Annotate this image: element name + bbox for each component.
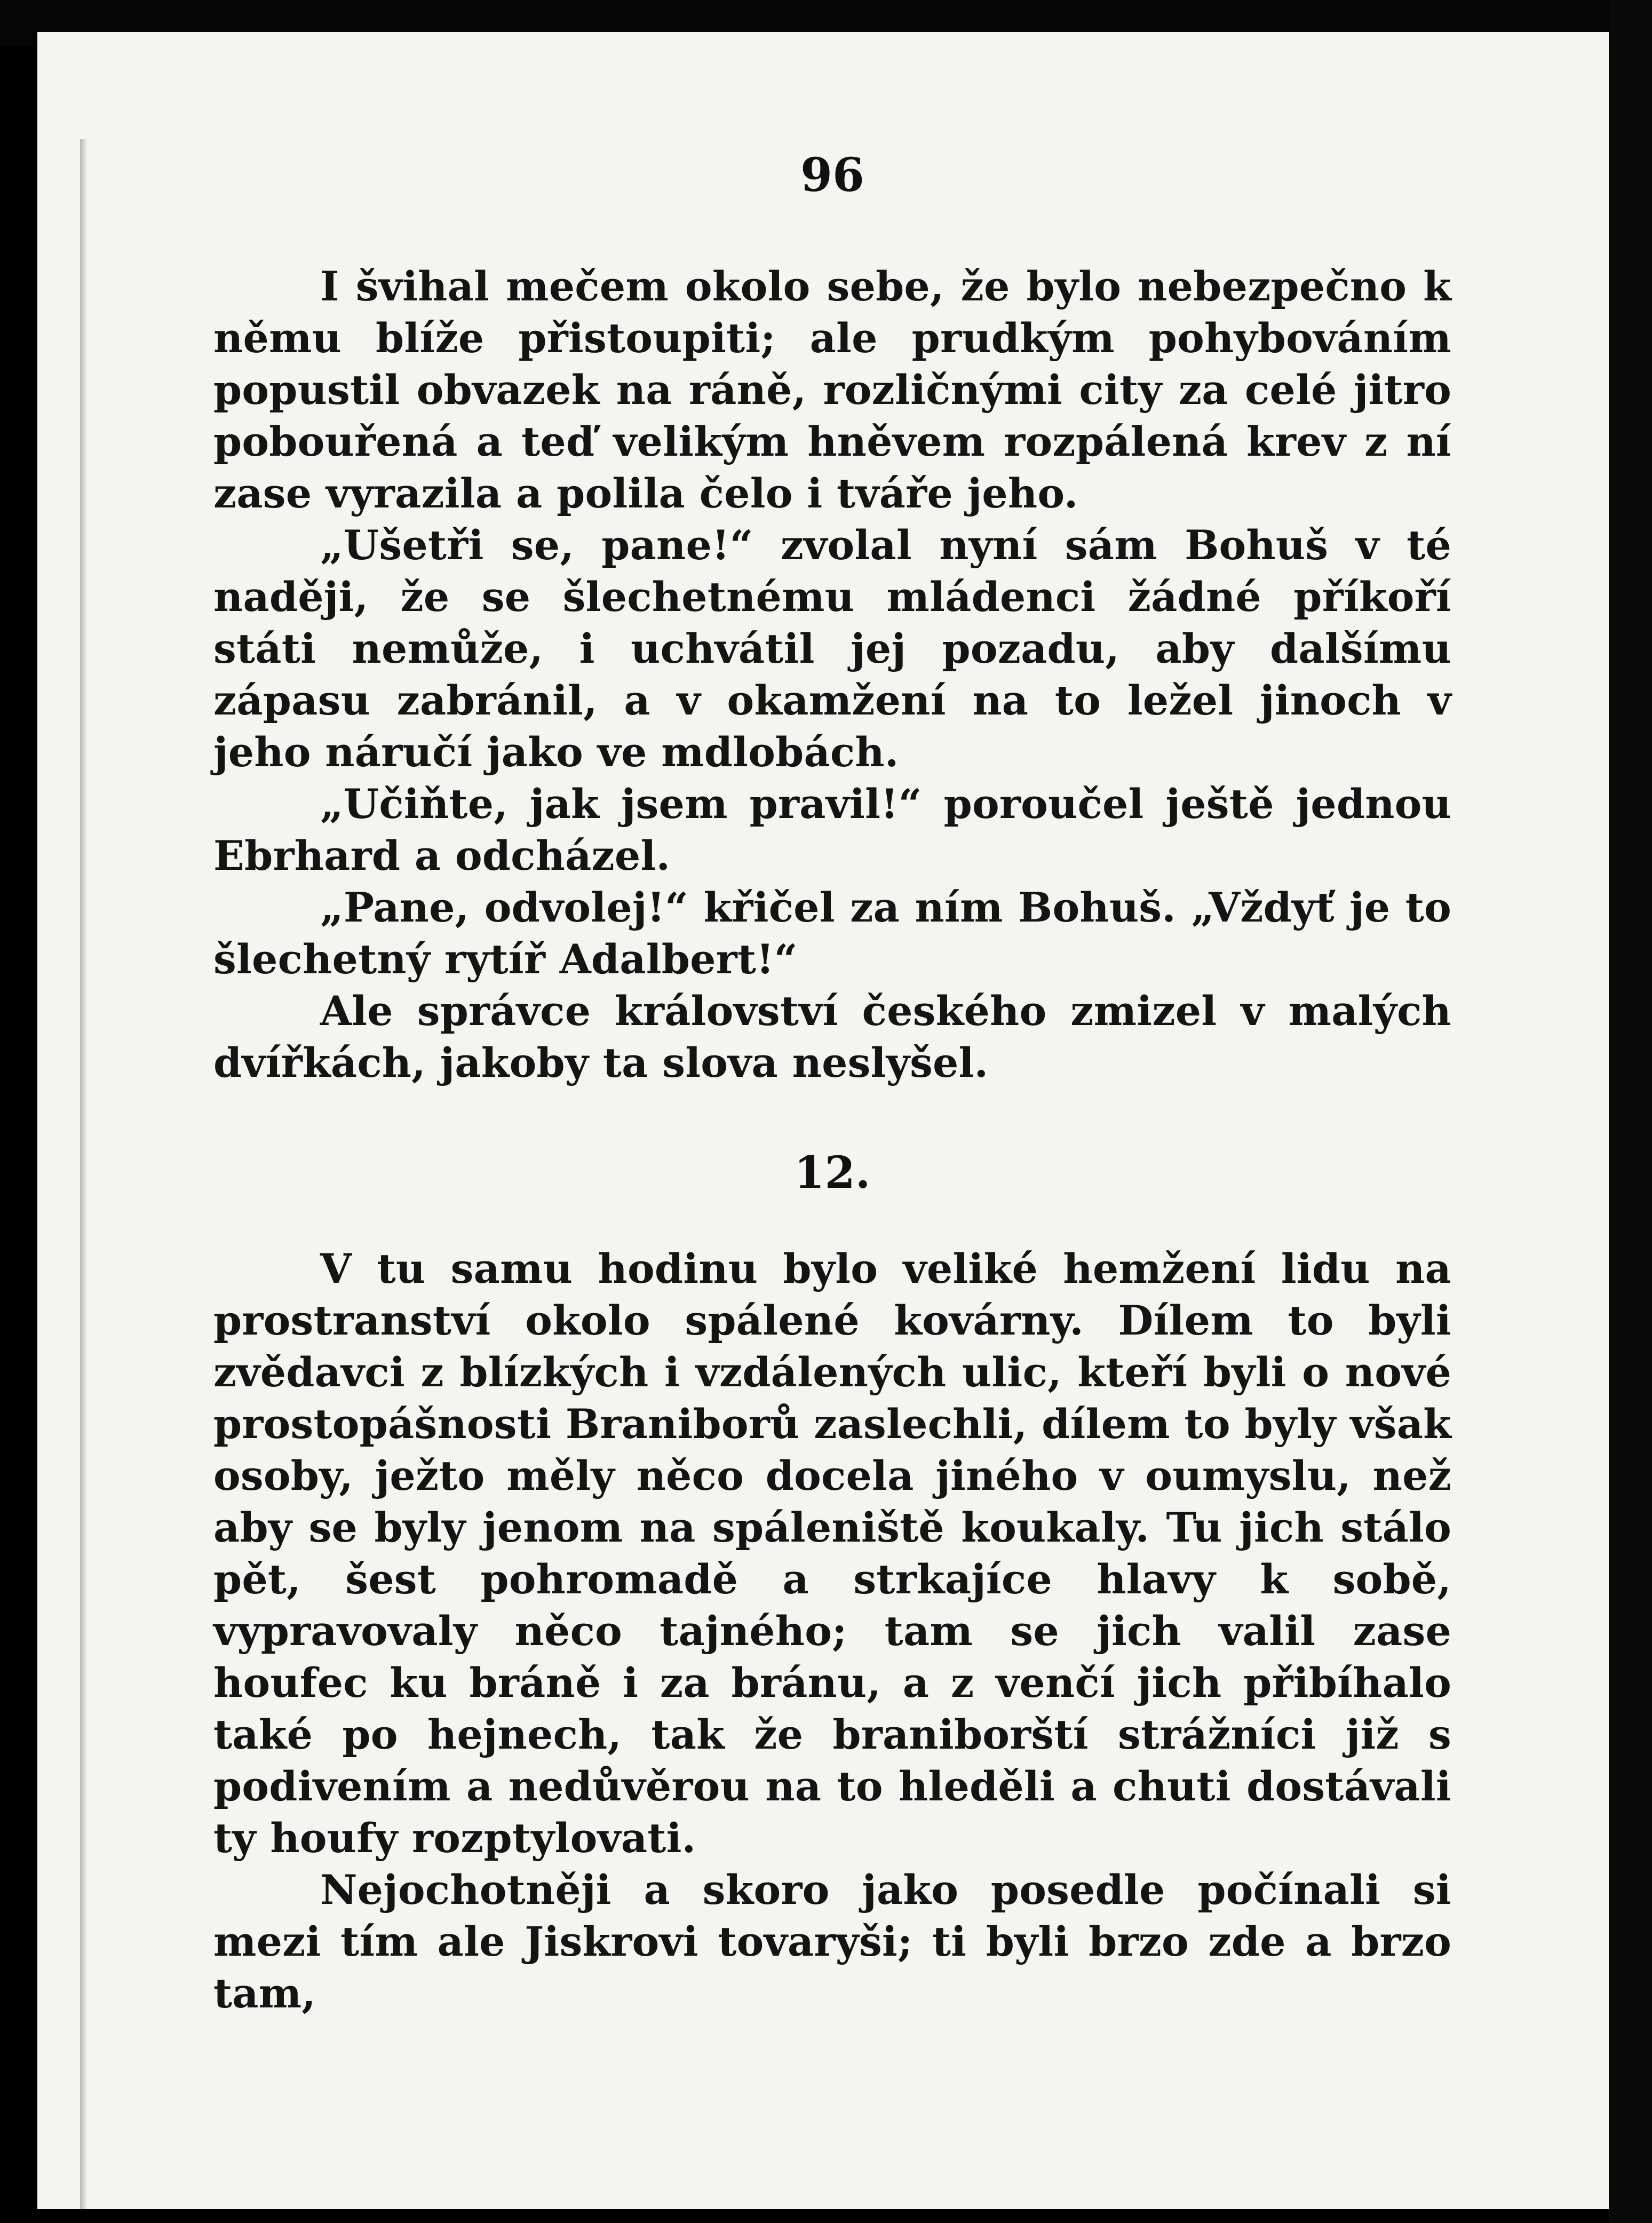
paragraph: „Pane, odvolej!“ křičel za ním Bohuš. „Vždyť je to šlechetný rytíř Adalbert!“ — [213, 884, 1451, 983]
scan-right-border — [1609, 0, 1652, 2223]
paragraph: Ale správce království českého zmizel v malých dvířkách, jakoby ta slova neslyšel. — [213, 987, 1451, 1086]
body-text — [213, 260, 1451, 2019]
paragraph: I švihal mečem okolo sebe, že bylo nebezpečno k němu blíže přistoupiti; ale prudkým pohybováním popustil obvazek na ráně, rozličnými city za celé jitro pobouřená a teď velikým hněvem rozpálená krev z ní zase vyrazila a polila čelo i tváře jeho. — [213, 263, 1451, 517]
paragraph: „Ušetři se, pane!“ zvolal nyní sám Bohuš v té naději, že se šlechetnému mládenci žádné příkoří státi nemůže, i uchvátil jej pozadu, aby dalšímu zápasu zabránil, a v okamžení na to ležel jinoch v jeho náručí jako ve mdlobách. — [213, 521, 1451, 776]
paragraph: V tu samu hodinu bylo veliké hemžení lidu na prostranství okolo spálené kovárny. Dílem to byli zvědavci z blízkých i vzdálených ulic, kteří byli o nové prostopášnosti Braniborů zaslechli, dílem to byly však osoby, ježto měly něco docela jiného v oumyslu, než aby se byly jenom na spáleniště koukaly. Tu jich stálo pět, šest pohromadě a strkajíce hlavy k sobě, vypravovaly něco tajného; tam se jich valil zase houfec ku bráně i za bránu, a z venčí jich přibíhalo také po hejnech, tak že braniborští strážníci již s podivením a nedůvěrou na to hleděli a chuti dostávali ty houfy rozptylovati. — [213, 1245, 1451, 1862]
page-gutter-shadow — [80, 139, 88, 2209]
paragraph: Nejochotněji a skoro jako posedle počínali si mezi tím ale Jiskrovi tovaryši; ti byli brzo zde a brzo tam, — [213, 1866, 1451, 2017]
chapter-heading: 12. — [794, 1147, 871, 1198]
page-number: 96 — [800, 148, 864, 202]
paragraph: „Učiňte, jak jsem pravil!“ poroučel ještě jednou Ebrhard a odcházel. — [213, 780, 1451, 879]
